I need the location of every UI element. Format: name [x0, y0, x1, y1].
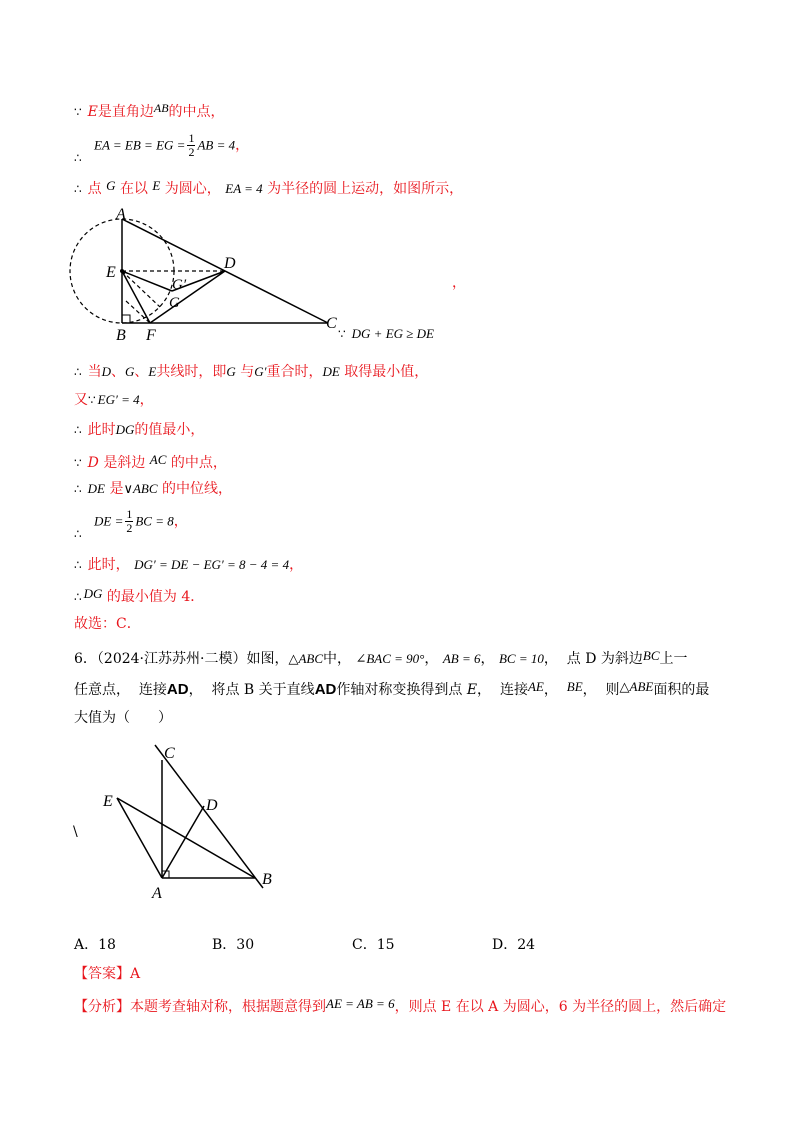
right-angle-mark: [122, 315, 130, 323]
therefore-symbol: ∴: [74, 182, 82, 196]
text-part: E: [87, 104, 98, 120]
text-part: ，: [543, 651, 558, 667]
text-part: 重合时，: [266, 364, 323, 380]
answer-line: [74, 964, 140, 984]
therefore-symbol: ∴: [74, 527, 82, 541]
text-part: ，: [188, 682, 203, 698]
math-expr: BC = 10: [498, 651, 544, 666]
math-expr: △ABE: [619, 679, 654, 694]
text-part: ，: [477, 682, 492, 698]
solution-line-1: [74, 98, 225, 122]
segment-AD: [162, 806, 204, 878]
stray-mark: \: [73, 824, 78, 840]
text-part: 为半径的圆上运动，如图所示，: [267, 181, 464, 197]
math-expr: EA = 4: [225, 181, 263, 196]
choice-value: 24: [517, 937, 536, 953]
label-G-prime: G′: [172, 277, 187, 293]
text-part: 此时: [87, 422, 116, 438]
text-part: ，: [289, 557, 304, 573]
therefore-symbol: ∴: [74, 423, 82, 437]
math-expr: AC: [149, 452, 167, 467]
text-part: ，: [480, 651, 495, 667]
point-E: [120, 269, 124, 273]
solution-line-4: [338, 326, 434, 342]
text-part: 的中点，: [170, 455, 227, 471]
label-B: B: [116, 327, 126, 344]
math-expr: ∠BAC = 90°: [355, 651, 425, 666]
label-C: C: [164, 745, 175, 762]
text-part: 点: [87, 181, 102, 197]
segment-EA: [117, 798, 162, 878]
text-part: ，: [139, 392, 154, 408]
question-line-2: [74, 677, 709, 700]
math-expr: BE: [566, 679, 583, 694]
choice-value: 30: [236, 937, 255, 953]
because-symbol: ∵: [338, 327, 346, 341]
question-source: （2024·江苏苏州·二模）如图，: [96, 651, 289, 667]
choice-label: B．: [212, 937, 237, 953]
comma: ，: [452, 275, 466, 291]
math-expr: BC = 8: [135, 513, 174, 529]
text-part: 连接: [499, 682, 528, 698]
line-BC: [155, 745, 263, 888]
text-part: 上一: [659, 651, 688, 667]
choice-value: 15: [376, 937, 395, 953]
math-expr: DE =: [94, 513, 124, 529]
fraction-half: $\frac{1}{2}$: [126, 507, 133, 535]
text-part: 中，: [323, 651, 352, 667]
choice-c[interactable]: [352, 934, 395, 954]
math-expr: G: [226, 364, 236, 379]
text-part: ，: [235, 137, 250, 154]
text-part: 故选：C．: [74, 616, 141, 632]
text-part: 取得最小值，: [344, 364, 429, 380]
therefore-symbol: ∴: [74, 482, 82, 496]
math-expr: E: [152, 178, 161, 193]
text-part: ，: [173, 513, 188, 530]
segment-EB: [117, 798, 255, 878]
solution-line-9: [74, 479, 232, 499]
therefore-symbol: ∴: [74, 590, 82, 604]
text-part: 则: [605, 682, 620, 698]
solution-conclusion: [74, 614, 141, 634]
text-part: 又: [74, 392, 88, 408]
math-expr: AE: [527, 679, 544, 694]
math-expr: AD: [166, 681, 189, 698]
text-part: 在以: [119, 181, 148, 197]
math-expr: BC: [642, 648, 660, 663]
question-line-1: [74, 646, 688, 669]
choice-label: D．: [492, 937, 518, 953]
solution-line-7: [74, 420, 204, 440]
math-expr: E: [148, 364, 157, 379]
text-part: 大值为（ ）: [74, 710, 172, 726]
text-part: 共线时，即: [156, 364, 227, 380]
math-expr: EG′ = 4: [97, 392, 140, 407]
label-A: A: [152, 885, 162, 902]
therefore-symbol: ∴: [74, 365, 82, 379]
math-expr: AB = 6: [442, 651, 481, 666]
figure-circle-triangle: [68, 200, 358, 345]
math-expr: DE: [322, 364, 340, 379]
text-part: E: [466, 682, 478, 698]
label-E: E: [106, 264, 116, 281]
choice-d[interactable]: [492, 934, 535, 954]
label-A: A: [116, 206, 126, 223]
choice-a[interactable]: [74, 934, 116, 954]
math-expr: DG: [115, 422, 135, 437]
text-part: 为圆心，: [164, 181, 221, 197]
math-expr: DE: [87, 481, 105, 496]
choice-value: 18: [98, 937, 116, 953]
math-expr: G: [106, 178, 116, 193]
segment-EB-dashed: [122, 271, 160, 307]
text-part: 面积的最: [653, 682, 710, 698]
math-expr: DG: [83, 586, 103, 601]
math-expr: G′: [254, 364, 267, 379]
text-part: 、: [111, 364, 126, 380]
math-expr: △ABC: [288, 651, 324, 666]
text-part: 的最小值为 4．: [106, 589, 205, 605]
text-part: 是直角边: [97, 104, 154, 120]
figure-reflection-triangle: [100, 740, 280, 902]
text-part: 连接: [138, 682, 167, 698]
label-G: G: [169, 295, 180, 311]
choice-label: C．: [352, 937, 377, 953]
solution-line-3: [74, 176, 463, 199]
text-part: ，: [543, 682, 558, 698]
label-B: B: [262, 871, 272, 888]
math-expr: AB = 4: [197, 137, 236, 153]
text-part: ，: [424, 651, 439, 667]
segment-FD: [150, 271, 225, 323]
because-symbol: ∵: [88, 393, 96, 407]
label-D: D: [224, 255, 236, 272]
therefore-symbol: ∴: [74, 558, 82, 572]
label-C: C: [326, 315, 337, 332]
choice-b[interactable]: [212, 934, 254, 954]
text-part: 的中位线，: [161, 481, 232, 497]
text-part: 任意点，: [74, 682, 130, 698]
text-part: 、: [134, 364, 149, 380]
therefore-symbol: ∴: [74, 151, 82, 165]
text-part: ，: [582, 682, 597, 698]
analysis-line: [74, 994, 726, 1017]
choice-label: A．: [74, 937, 99, 953]
solution-line-11: [74, 555, 303, 575]
text-part: 本题考查轴对称，根据题意得到: [130, 999, 326, 1015]
math-expr: ∨ABC: [123, 481, 158, 496]
label-F: F: [146, 327, 156, 344]
question-line-3: [74, 708, 172, 728]
text-part: 与: [240, 364, 255, 380]
math-expr: AE = AB = 6: [326, 996, 395, 1011]
solution-line-8: [74, 450, 227, 473]
fraction-half: $\frac{1}{2}$: [188, 131, 195, 159]
answer-tag: 【答案】: [74, 966, 130, 982]
analysis-tag: 【分析】: [74, 999, 130, 1015]
math-expr: G: [125, 364, 135, 379]
because-symbol: ∵: [74, 456, 82, 470]
text-part: 的值最小，: [134, 422, 205, 438]
math-expr: AD: [314, 681, 337, 698]
text-part: 将点 B 关于直线: [211, 682, 315, 698]
math-expr: AB: [153, 101, 169, 115]
text-part: 此时，: [87, 557, 130, 573]
label-D: D: [206, 797, 218, 814]
math-expr: DG′ = DE − EG′ = 8 − 4 = 4: [134, 557, 290, 572]
question-number: 6．: [74, 651, 97, 667]
math-expr: DG + EG ≥ DE: [351, 326, 434, 341]
text-part: 当: [87, 364, 102, 380]
text-part: ，则点 E 在以 A 为圆心，6 为半径的圆上，然后确定: [394, 999, 727, 1015]
because-symbol: ∵: [74, 105, 82, 119]
text-part: 是: [109, 481, 124, 497]
solution-line-6: [74, 390, 154, 410]
text-part: 点 D 为斜边: [566, 651, 643, 667]
math-expr: EA = EB = EG =: [94, 137, 186, 153]
text-part: 的中点，: [168, 104, 225, 120]
text-part: D: [87, 455, 99, 471]
math-expr: D: [101, 364, 112, 379]
solution-line-12: [74, 584, 204, 607]
label-E: E: [103, 793, 113, 810]
text-part: 是斜边: [103, 455, 146, 471]
answer-value: A: [130, 966, 141, 982]
solution-line-5: [74, 362, 428, 382]
segment-EG: [122, 271, 172, 291]
text-part: 作轴对称变换得到点: [336, 682, 463, 698]
